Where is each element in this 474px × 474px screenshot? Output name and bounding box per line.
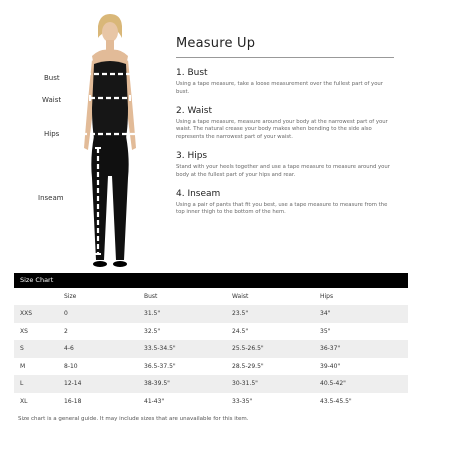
step-text: Using a tape measure, take a loose measurement over the fullest part of your bust. bbox=[176, 81, 383, 95]
table-row bbox=[14, 340, 408, 358]
table-header-row bbox=[14, 288, 408, 305]
table-cell: XXS bbox=[20, 310, 33, 318]
column-header bbox=[14, 288, 58, 305]
step-text: Using a pair of pants that fit you best, use a tape measure to measure from the top inner thigh to the bottom of the hem. bbox=[176, 201, 388, 216]
table-cell: L bbox=[20, 380, 24, 388]
step-title: 1. Bust bbox=[176, 68, 208, 78]
table-cell: 34" bbox=[320, 310, 331, 318]
size-chart bbox=[14, 273, 408, 422]
model-figure bbox=[70, 8, 150, 270]
table-cell: 31.5" bbox=[144, 310, 161, 318]
table-cell: 40.5-42" bbox=[320, 380, 346, 388]
table-cell: 36.5-37.5" bbox=[144, 362, 176, 370]
table-cell: 23.5" bbox=[232, 310, 249, 318]
table-row bbox=[14, 323, 408, 341]
table-cell: 12-14 bbox=[64, 380, 82, 388]
step-title: 3. Hips bbox=[176, 150, 208, 161]
table-cell: 30-31.5" bbox=[232, 380, 258, 388]
table-cell: 25.5-26.5" bbox=[232, 345, 264, 353]
inseam-label: Inseam bbox=[38, 194, 64, 202]
table-cell: 43.5-45.5" bbox=[320, 397, 352, 405]
size-chart-note: Size chart is a general guide. It may include sizes that are unavailable for this item. bbox=[18, 416, 249, 422]
table-cell: 8-10 bbox=[64, 362, 78, 370]
bust-label: Bust bbox=[44, 74, 60, 82]
guide-divider bbox=[176, 57, 394, 58]
step-text: Using a tape measure, measure around your body at the narrowest part of your waist. The natural crease your body makes when bending to the side also represents the narrowest part of your waist. bbox=[176, 118, 388, 141]
table-cell: 33.5-34.5" bbox=[144, 345, 176, 353]
table-cell: 16-18 bbox=[64, 397, 82, 405]
size-chart-table bbox=[14, 288, 408, 410]
table-cell: 0 bbox=[64, 310, 68, 318]
column-header-hips: Hips bbox=[320, 293, 334, 300]
step-inseam bbox=[176, 189, 404, 218]
table-cell: 24.5" bbox=[232, 327, 249, 335]
table-cell: 39-40" bbox=[320, 362, 341, 370]
hips-label: Hips bbox=[44, 130, 60, 138]
step-waist bbox=[176, 106, 404, 142]
table-cell: 38-39.5" bbox=[144, 380, 170, 388]
guide-title: Measure Up bbox=[176, 36, 256, 51]
table-row bbox=[14, 393, 408, 411]
table-row bbox=[14, 358, 408, 376]
step-hips bbox=[176, 151, 404, 180]
table-cell: XS bbox=[20, 327, 28, 335]
table-row bbox=[14, 375, 408, 393]
column-header-size: Size bbox=[64, 293, 77, 300]
table-cell: 41-43" bbox=[144, 397, 165, 405]
table-row bbox=[14, 305, 408, 323]
table-cell: XL bbox=[20, 397, 28, 405]
table-cell: 28.5-29.5" bbox=[232, 362, 264, 370]
table-cell: 36-37" bbox=[320, 345, 341, 353]
table-cell: S bbox=[20, 345, 24, 353]
size-chart-title: Size Chart bbox=[14, 273, 408, 288]
column-header-waist: Waist bbox=[232, 293, 249, 300]
step-text: Stand with your heels together and use a tape measure to measure around your body at the fullest part of your hips and rear. bbox=[176, 163, 390, 178]
table-cell: 33-35" bbox=[232, 397, 253, 405]
step-bust bbox=[176, 68, 404, 97]
waist-label: Waist bbox=[42, 96, 62, 104]
table-cell: 32.5" bbox=[144, 327, 161, 335]
step-title: 4. Inseam bbox=[176, 188, 221, 199]
table-cell: 35" bbox=[320, 327, 331, 335]
table-cell: 2 bbox=[64, 327, 68, 335]
column-header-bust: Bust bbox=[144, 293, 158, 300]
table-cell: 4-6 bbox=[64, 345, 74, 353]
measure-guide bbox=[176, 36, 404, 226]
step-title: 2. Waist bbox=[176, 105, 213, 116]
model-silhouette bbox=[70, 8, 150, 270]
table-cell: M bbox=[20, 362, 26, 370]
